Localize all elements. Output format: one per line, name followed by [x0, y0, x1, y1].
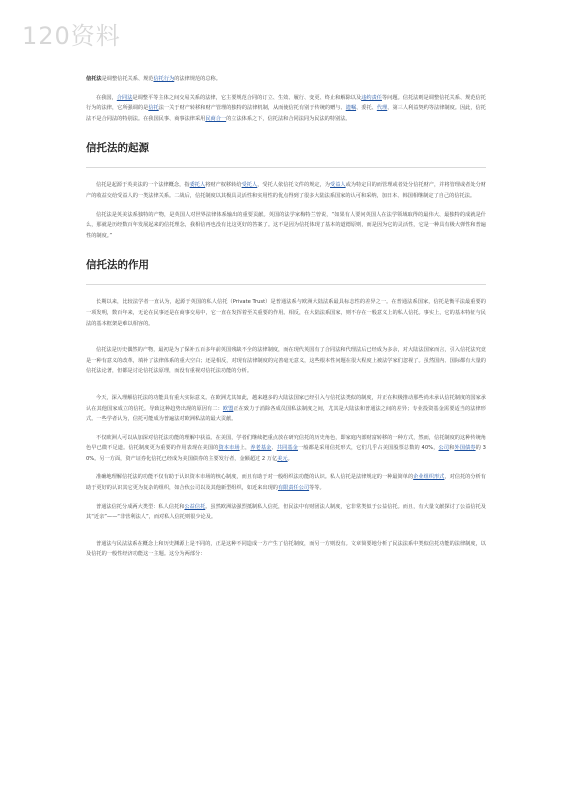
text: 普通法信托分成两大类型：私人信托和 — [96, 503, 185, 510]
text: 在我国， — [96, 94, 117, 101]
link-capital-market[interactable]: 资本市场 — [218, 445, 240, 452]
link-trust-behavior[interactable]: 信托行为 — [153, 76, 175, 82]
link-beneficiary[interactable]: 受益人 — [330, 182, 346, 189]
text: 和 — [449, 445, 455, 452]
text: 、委托、 — [356, 105, 377, 112]
text: 信托是起源于英美法的一个法律概念，指 — [96, 182, 190, 189]
text: 不仅欧洲人可以从加深对信托法功能的理解中获益。在美国，学者们继续把重点放在研究信托的历史角色，即家庭内部财富转移的一种方式，然而，信托制度的这种传统角色早已微不足道。信托制度更为重要的作用表现在美国的 — [86, 434, 486, 452]
text: 的立法体系之下，信托法和合同法同为民法的特别法。 — [226, 115, 351, 122]
link-mutual-fund[interactable]: 共同基金 — [276, 445, 298, 452]
intro-paragraph-1 — [86, 74, 486, 85]
function-paragraph-6 — [86, 502, 486, 523]
spacer — [86, 337, 486, 345]
document-body — [86, 74, 486, 568]
function-paragraph-2: 信托法是历史偶然的产物，最初是为了保补五百多年前英国残缺不全的法律制度，而在现代英国有了合同法和代理法后已经成为多余，对大陆法国家而言，引入信托法究竟是一种有意义的改革，填补了法律体系的重大空白；还是相反，对现有法律制度的完善毫无意义，这些根本性问题在很大程度上被法学家们忽视了。虽然国内、国际都有大量的信托法论著，但都是讨论信托法原理，而没有重视对信托法功能的分析。 — [86, 347, 486, 375]
text: 。虽然欧洲法强烈抵制私人信托，但民法中有财团法人制度，它非常类似于公益信托。而且，有大量文献探讨了公益信托及其“近亲”——“非营利法人”，而对私人信托则很少论及。 — [86, 503, 486, 521]
text: 、 — [271, 445, 277, 452]
text: 正在致力于消除各成员国私法制度之间，尤其是大陆法和普通法之间的差异；专业投资基金需要适当的法律形式。一些学者认为，信托可能成为普遍法对欧洲私法的最大贡献。 — [86, 405, 486, 423]
divider — [86, 284, 486, 285]
link-breach-liability[interactable]: 违约责任 — [361, 94, 382, 101]
link-usd[interactable]: 美元 — [277, 455, 288, 462]
section-title-function: 信托法的作用 — [86, 259, 149, 272]
spacer — [86, 385, 486, 393]
text: ，对信托的分析有助于更好的认识其它更为复杂的组织，如合伙公司以及其他新型组织，如近来出现的 — [86, 474, 486, 492]
link-llc[interactable]: 有限责任公司 — [277, 485, 310, 492]
section-title-origin: 信托法的起源 — [86, 142, 149, 155]
text: ，受托人依信托文件的规定，为 — [257, 182, 330, 189]
link-pension-fund[interactable]: 养老基金 — [250, 445, 272, 452]
text: 或为特定目的而管理或者处分信托财产，并将管理或者处分财产的收益交给受益人的一类法律关系。二战后，信托制度以其极具灵活性和实用性的优点得到了很多大陆法系国家的认可和采纳，加日本、韩国相继制定了自己的信托法。 — [86, 182, 486, 199]
function-paragraph-4 — [86, 433, 486, 465]
text: 、第三人利益契约等法律制度。因此，信托法不是合同法的特别法。在我国民事、商事法律采用 — [86, 105, 486, 122]
text: 上， — [239, 445, 251, 452]
function-paragraph-3 — [86, 393, 486, 425]
link-agency[interactable]: 代理 — [376, 105, 388, 112]
intro-paragraph-2 — [86, 93, 486, 125]
text: 的 30%。另一方面，资产证券化信托已经成为美国债券的主要发行者，金额超过 2 万亿 — [86, 445, 486, 462]
link-eu[interactable]: 欧盟 — [222, 405, 234, 412]
link-trust[interactable]: 信托 — [148, 105, 159, 112]
text: 是调整信托关系、规范 — [101, 76, 154, 82]
term-bold: 信托法 — [86, 76, 102, 82]
text: 等等。 — [309, 485, 325, 492]
link-public-trust[interactable]: 公益信托 — [184, 503, 206, 510]
spacer — [86, 531, 486, 539]
section-function-header — [86, 257, 486, 272]
link-foreign-bond[interactable]: 外国债券 — [454, 445, 476, 452]
text: 的法律规范的总称。 — [174, 76, 221, 82]
text: 等问题。信托法则是调整信托关系、规范信托行为的法律，它所强调的是 — [86, 94, 486, 112]
text: 准确地理解信托法的功能不仅有助于认识资本市场的核心制度，而且有助于对一般组织法功能的认识。私人信托是法律规定的一种最简单的 — [96, 474, 414, 481]
text: 将财产权移转给 — [205, 182, 242, 189]
link-company[interactable]: 公司 — [438, 445, 450, 452]
link-enterprise-form[interactable]: 企业组织形式 — [413, 474, 445, 481]
origin-paragraph-2: 信托法是英美法系独特的产物，是英国人对世界法律体系输出的重要贡献。英国的法学家梅特兰曾说，“如果有人要问英国人在法学领域取得的最伟大、最独特的成就是什么，那就是历经数百年发展起来的信托理念，我相信再也没有比这更好的答案了。这不是因为信托体现了基本的道德原则，而是因为它的灵活性，它是一种具有极大弹性和普遍性的制度。” — [86, 211, 486, 239]
divider — [86, 167, 486, 168]
link-contract-law[interactable]: 合同法 — [116, 94, 133, 101]
link-will[interactable]: 遗嘱 — [345, 105, 357, 112]
link-settlor[interactable]: 委托人 — [189, 182, 206, 189]
text: 一般都是采用信托形式，它们几乎占美国股票总数的 40%， — [297, 445, 439, 452]
text: 今天，深入理解信托法的功能具有重大实际意义。在欧洲尤其如此，越来越多的大陆法国家已经引入与信托法类似的制度，并正在积极推动那些尚未承认信托制度的国家承认在其他国家成立的信托。导致这种趋势出现的原因有二： — [86, 394, 486, 412]
text: 法一关于财产转移和财产管理的独特的法律机制，从而使信托有别于传统的赠与、 — [158, 105, 346, 112]
link-trustee[interactable]: 受托人 — [241, 182, 258, 189]
link-civil-commercial[interactable]: 民商合一 — [205, 115, 227, 122]
function-paragraph-1: 长期以来，比较法学者一直认为，起源于英国的私人信托（Private Trust）是普通法系与欧洲大陆法系最具标志性的差异之一。在普通法系国家，信托是衡平法最重要的一项发明，数百年来，无论在民事还是在商事交易中，它一直在发挥着至关重要的作用。相反，在大陆法系国家，则不存在一般意义上的私人信托。事实上，它的基本特征与民法的基本框架是难以相容的。 — [86, 299, 486, 327]
watermark-logo: 120资料 — [22, 22, 121, 50]
section-origin-header — [86, 140, 486, 155]
text: 是调整平等主体之间交易关系的法律，它主要规范合同的订立、生效、履行、变更、终止和解除以及 — [132, 94, 362, 101]
function-paragraph-7: 普通法与民法法系在概念上和历史渊源上是不同的，正是这种不同造成一方产生了信托制度，而另一方则没有。文章简要地分析了民法法系中类似信托功能的法律制度，以及信托的一般性经济功能这一主题。这分为两部分： — [86, 540, 486, 558]
function-paragraph-5 — [86, 472, 486, 493]
text: 。 — [287, 455, 293, 462]
origin-paragraph-1 — [86, 180, 486, 201]
